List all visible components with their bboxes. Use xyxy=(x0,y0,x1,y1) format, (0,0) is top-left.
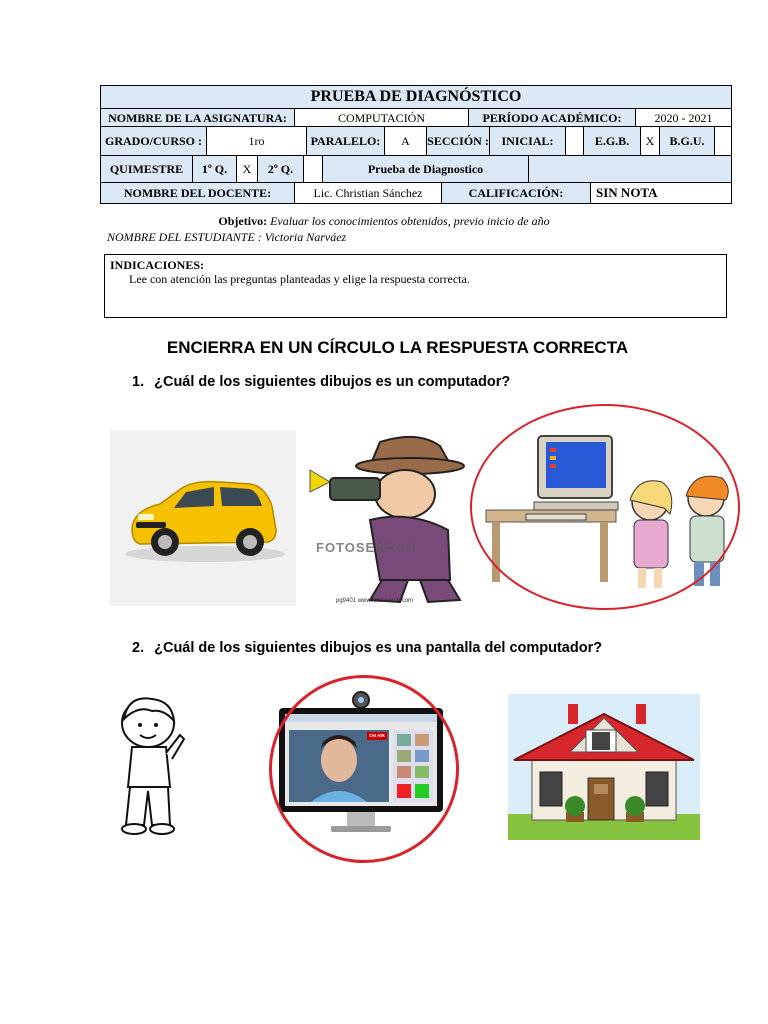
teacher-value: Lic. Christian Sánchez xyxy=(294,182,442,204)
instructions-title: INDICACIONES: xyxy=(110,258,205,272)
question-1-text: ¿Cuál de los siguientes dibujos es un computador? xyxy=(154,374,511,390)
house-image xyxy=(508,694,700,840)
on-air-badge: ON AIR xyxy=(369,733,385,738)
initial-label: INICIAL: xyxy=(489,126,566,156)
subject-label: NOMBRE DE LA ASIGNATURA: xyxy=(100,108,295,127)
section-title: ENCIERRA EN UN CÍRCULO LA RESPUESTA CORRECTA xyxy=(166,338,629,357)
bgu-box xyxy=(714,126,732,156)
question-2-text: ¿Cuál de los siguientes dibujos es una pantalla del computador? xyxy=(154,640,603,656)
answer-circle-1 xyxy=(470,404,740,610)
photographer-image xyxy=(300,430,470,610)
question-2 xyxy=(132,640,602,656)
answer-circle-2 xyxy=(269,675,459,863)
objective-label: Objetivo: xyxy=(218,214,268,228)
grade-label: GRADO/CURSO : xyxy=(100,126,207,156)
car-image xyxy=(110,430,296,606)
egb-label: E.G.B. xyxy=(583,126,641,156)
teacher-label: NOMBRE DEL DOCENTE: xyxy=(100,182,295,204)
bgu-label: B.G.U. xyxy=(659,126,715,156)
q2-label: 2º Q. xyxy=(257,155,304,183)
period-label: PERÍODO ACADÉMICO: xyxy=(468,108,636,127)
test-type: Prueba de Diagnostico xyxy=(322,155,529,183)
question-1 xyxy=(132,374,510,390)
fotosearch-watermark: FOTOSEARCH xyxy=(316,540,417,555)
grade-value: 1ro xyxy=(206,126,307,156)
boy-image xyxy=(108,695,196,839)
q1-mark: X xyxy=(236,155,258,183)
period-value: 2020 - 2021 xyxy=(635,108,732,127)
question-2-number: 2. xyxy=(132,640,145,656)
section-label: SECCIÓN : xyxy=(426,126,490,156)
quimestre-label: QUIMESTRE xyxy=(100,155,193,183)
q2-box xyxy=(303,155,323,183)
question-1-number: 1. xyxy=(132,374,145,390)
parallel-value: A xyxy=(384,126,427,156)
instructions-box xyxy=(104,254,727,318)
page-title: PRUEBA DE DIAGNÓSTICO xyxy=(100,85,732,109)
score-label: CALIFICACIÓN: xyxy=(441,182,591,204)
instructions-text: Lee con atención las preguntas planteadas y elige la respuesta correcta. xyxy=(129,272,470,286)
initial-box xyxy=(565,126,584,156)
q1-label: 1º Q. xyxy=(192,155,237,183)
objective-text: Evaluar los conocimientos obtenidos, previo inicio de año xyxy=(270,214,550,228)
student-name: NOMBRE DEL ESTUDIANTE : Victoria Narváez xyxy=(107,230,347,244)
objective-line xyxy=(0,214,768,229)
parallel-label: PARALELO: xyxy=(306,126,385,156)
score-value: SIN NOTA xyxy=(590,182,732,204)
fotosearch-caption: pg9401 www.fotosearch.com xyxy=(336,598,414,604)
egb-mark: X xyxy=(640,126,660,156)
blank-cell xyxy=(528,155,732,183)
subject-value: COMPUTACIÓN xyxy=(294,108,469,127)
